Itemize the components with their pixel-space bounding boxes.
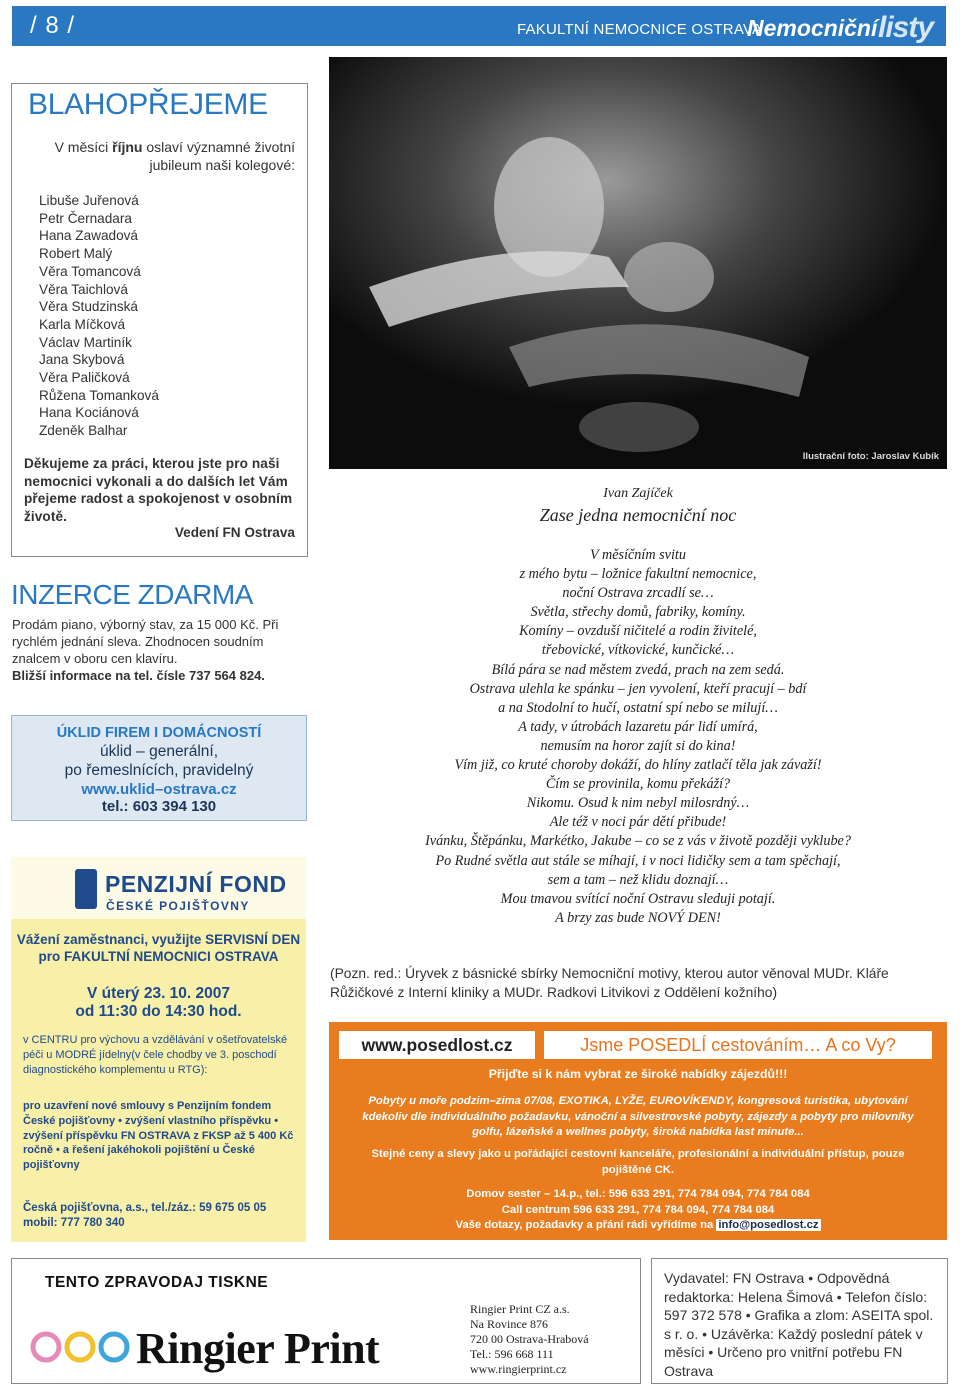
list-item: Libuše Juřenová <box>39 193 139 208</box>
poem-line: Nikomu. Osud k nim nebyl milosrdný… <box>526 795 750 812</box>
poem-line: Vím již, co kruté choroby dokáží, do hlíny zatlačí těla jak závaží! <box>454 757 822 774</box>
list-item: Věra Tomancová <box>39 263 141 279</box>
pension-contact <box>23 1201 303 1231</box>
poem-line: Ostrava ulehla ke spánku – jen vyvolení, kteří pracují – bdí <box>469 680 807 697</box>
list-item: Hana Zawadová <box>39 228 138 244</box>
cleaning-line: úklid – generální, <box>99 743 219 760</box>
list-item: Václav Martiník <box>39 334 132 350</box>
newborn-photo <box>329 57 947 469</box>
travel-url-link[interactable]: www.posedlost.cz <box>339 1031 535 1059</box>
hospital-name: FAKULTNÍ NEMOCNICE OSTRAVA <box>517 21 763 38</box>
publisher-info: Vydavatel: FN Ostrava • Odpovědná redaktorka: Helena Šimová • Telefon číslo: 597 372 578 • Grafika a zlom: ASEITA spol. s r. o. • Uzávěrka: Každý poslední pátek v měsíci • Určeno pro vnitřní potřebu FN Ostrava <box>664 1270 934 1379</box>
pension-contact-line: Česká pojišťovna, a.s., tel./záz.: 59 675 05 05 <box>23 1202 267 1214</box>
list-item: Karla Míčková <box>39 316 126 332</box>
pension-subtitle: ČESKÉ POJIŠŤOVNY <box>106 899 250 913</box>
cleaning-headline: ÚKLID FIREM I DOMÁCNOSTÍ <box>56 725 262 741</box>
poem-line: Světla, střechy domů, fabriky, komíny. <box>530 604 746 621</box>
pension-datetime <box>11 985 306 1021</box>
list-item: Jana Skybová <box>39 352 125 368</box>
printer-address <box>470 1302 589 1377</box>
address-line: Tel.: 596 668 111 <box>470 1347 554 1361</box>
congratulations-title: BLAHOPŘEJEME <box>28 88 268 121</box>
congratulations-box <box>11 83 308 557</box>
list-item: Petr Černadara <box>39 210 132 226</box>
poem-line: A tady, v útrobách lazaretu pár lidí umírá, <box>518 718 758 735</box>
pension-contact-line: mobil: 777 780 340 <box>23 1217 125 1229</box>
printer-box <box>11 1258 641 1384</box>
photo-image <box>329 57 947 469</box>
poem-line: a na Stodolní to hučí, ostatní spí nebo se milují… <box>498 699 778 716</box>
list-item: Věra Paličková <box>39 370 130 386</box>
travel-contact-line <box>329 1218 947 1234</box>
travel-contact-line: Domov sester – 14.p., tel.: 596 633 291, 774 784 094, 774 784 084 <box>466 1188 810 1200</box>
ad-contact: Bližší informace na tel. čísle 737 564 824. <box>12 668 265 683</box>
printer-label: TENTO ZPRAVODAJ TISKNE <box>45 1274 269 1291</box>
poem-line: Čím se provinila, komu překáží? <box>545 776 731 793</box>
intro-suffix: oslaví významné životní jubileum naši kolegové: <box>142 139 295 173</box>
cleaning-phone: tel.: 603 394 130 <box>101 798 217 815</box>
travel-contact-line: Call centrum 596 633 291, 774 784 094, 774 784 084 <box>501 1203 775 1216</box>
pension-fund-ad <box>11 857 306 1242</box>
poem-line: V měsíčním svitu <box>590 547 686 563</box>
travel-ad <box>329 1022 947 1240</box>
list-item: Robert Malý <box>39 246 113 262</box>
pension-date: V úterý 23. 10. 2007 <box>86 985 231 1002</box>
poem-line: sem a tam – než klidu doznají… <box>547 871 729 888</box>
travel-contact <box>329 1187 947 1234</box>
ads-title: INZERCE ZDARMA <box>11 579 253 610</box>
pension-name: PENZIJNÍ FOND <box>105 871 287 897</box>
travel-terms: Stejné ceny a slevy jako u pořádající cestovní kanceláře, profesionální a individuální přístup, pouze pojištěné CK. <box>371 1148 905 1176</box>
address-line: Na Rovince 876 <box>470 1317 548 1331</box>
poem-line: A brzy zas bude NOVÝ DEN! <box>555 909 721 926</box>
pension-time: od 11:30 do 14:30 hod. <box>75 1003 242 1020</box>
pension-logo-icon <box>75 869 97 909</box>
photo-credit: Ilustrační foto: Jaroslav Kubík <box>802 451 939 462</box>
jubilee-names-list <box>39 192 159 440</box>
signature: Vedení FN Ostrava <box>174 525 295 540</box>
ringier-logo-icon <box>30 1329 135 1365</box>
poem-body <box>329 546 947 928</box>
travel-offer: Pobyty u moře podzim–zima 07/08, EXOTIKA, LYŽE, EUROVÍKENDY, kongresová turistika, ubytování kdekoliv dle individuálního požadavku, vánoční a silvestrovské pobyty, zájezdy a pobyty pro milovníky golfu, lázeňské a wellnes pobyty, široká nabídka last minute... <box>362 1095 914 1138</box>
cleaning-ad <box>11 715 307 821</box>
poem-line: třebovické, vítkovické, kunčické… <box>541 642 735 659</box>
ads-text <box>12 616 304 684</box>
cleaning-web-link[interactable]: www.uklid–ostrava.cz <box>81 781 237 798</box>
address-line: Ringier Print CZ a.s. <box>470 1302 570 1316</box>
travel-headline: Přijďte si k nám vybrat ze široké nabídky zájezdů!!! <box>488 1067 788 1081</box>
publisher-box <box>651 1258 948 1384</box>
travel-email-link[interactable]: info@posedlost.cz <box>718 1219 819 1231</box>
poem-author: Ivan Zajíček <box>603 486 673 501</box>
printer-logo-text: Ringier Print <box>136 1324 380 1373</box>
travel-contact-text: Vaše dotazy, požadavky a přání rádi vyřídíme na <box>455 1219 714 1231</box>
list-item: Věra Taichlová <box>39 281 128 297</box>
poem-line: Bílá pára se nad městem zvedá, prach na zem sedá. <box>491 661 785 678</box>
poem-line: Po Rudné světla aut stále se míhají, i v noci lidičky sem a tam spěchají, <box>435 852 841 869</box>
list-item: Růžena Tomanková <box>39 387 159 403</box>
pension-list: pro uzavření nové smlouvy s Penzijním fondem České pojišťovny • zvýšení vlastního příspěvku • zvýšení příspěvku FN OSTRAVA z FKSP až 5 400 Kč ročně • a řešení jakéhokoli pojištění u České pojišťovny <box>23 1100 294 1172</box>
ad-body: Prodám piano, výborný stav, za 15 000 Kč. Při rychlém jednání sleva. Zhodnocen soudním znalcem v oboru cen klavíru. <box>12 617 279 666</box>
travel-slogan: Jsme POSEDLÍ cestováním… A co Vy? <box>544 1031 932 1059</box>
newsletter-title: Nemocniční <box>747 15 878 41</box>
newsletter-title-sub: listy <box>878 11 934 44</box>
poem-title: Zase jedna nemocniční noc <box>539 505 737 525</box>
poem-line: Ivánku, Štěpánku, Markétko, Jakube – co se z vás v životě později vyklube? <box>425 833 851 850</box>
pension-invite: Vážení zaměstnanci, využijte SERVISNÍ DEN pro FAKULTNÍ NEMOCNICI OSTRAVA <box>16 932 301 964</box>
poem-line: noční Ostrava zrcadlí se… <box>562 585 714 602</box>
congratulations-intro <box>25 138 295 174</box>
editor-note: (Pozn. red.: Úryvek z básnické sbírky Nemocniční motivy, kterou autor věnoval MUDr. Kláře Růžičkové z Interní kliniky a MUDr. Radkovi Litvikovi z Oddělení kožního) <box>330 966 889 1000</box>
poem-line: nemusím na horor zajít si do kina! <box>540 737 736 754</box>
intro-prefix: V měsíci <box>54 139 113 155</box>
poem-line: Komíny – ovzduší ničitelé a rodin živitelé, <box>519 623 757 640</box>
list-item: Věra Studzinská <box>39 299 138 315</box>
poem-line: Mou tmavou svítící noční Ostravu sleduji potají. <box>500 890 776 907</box>
list-item: Zdeněk Balhar <box>39 423 128 439</box>
thanks-text: Děkujeme za práci, kterou jste pro naši nemocnici vykonali a do dalších let Vám přejeme radost a spokojenost v osobním životě. <box>24 456 293 525</box>
poem-line: z mého bytu – ložnice fakultní nemocnice, <box>519 566 757 583</box>
page-header <box>12 6 946 46</box>
cleaning-line: po řemeslnících, pravidelný <box>64 762 254 779</box>
pension-venue: v CENTRU pro výchovu a vzdělávání v ošetřovatelské péči u MODRÉ jídelny(v čele chodby ve 3. poschodí diagnostického komplementu u RTG): <box>23 1034 288 1076</box>
list-item: Hana Kociánová <box>39 405 139 421</box>
intro-month: říjnu <box>112 139 143 155</box>
printer-web-link[interactable]: www.ringierprint.cz <box>470 1362 567 1376</box>
address-line: 720 00 Ostrava-Hrabová <box>470 1332 589 1346</box>
page-number: / 8 / <box>30 12 76 39</box>
poem-line: Ale též v noci pár dětí přibude! <box>549 814 727 831</box>
